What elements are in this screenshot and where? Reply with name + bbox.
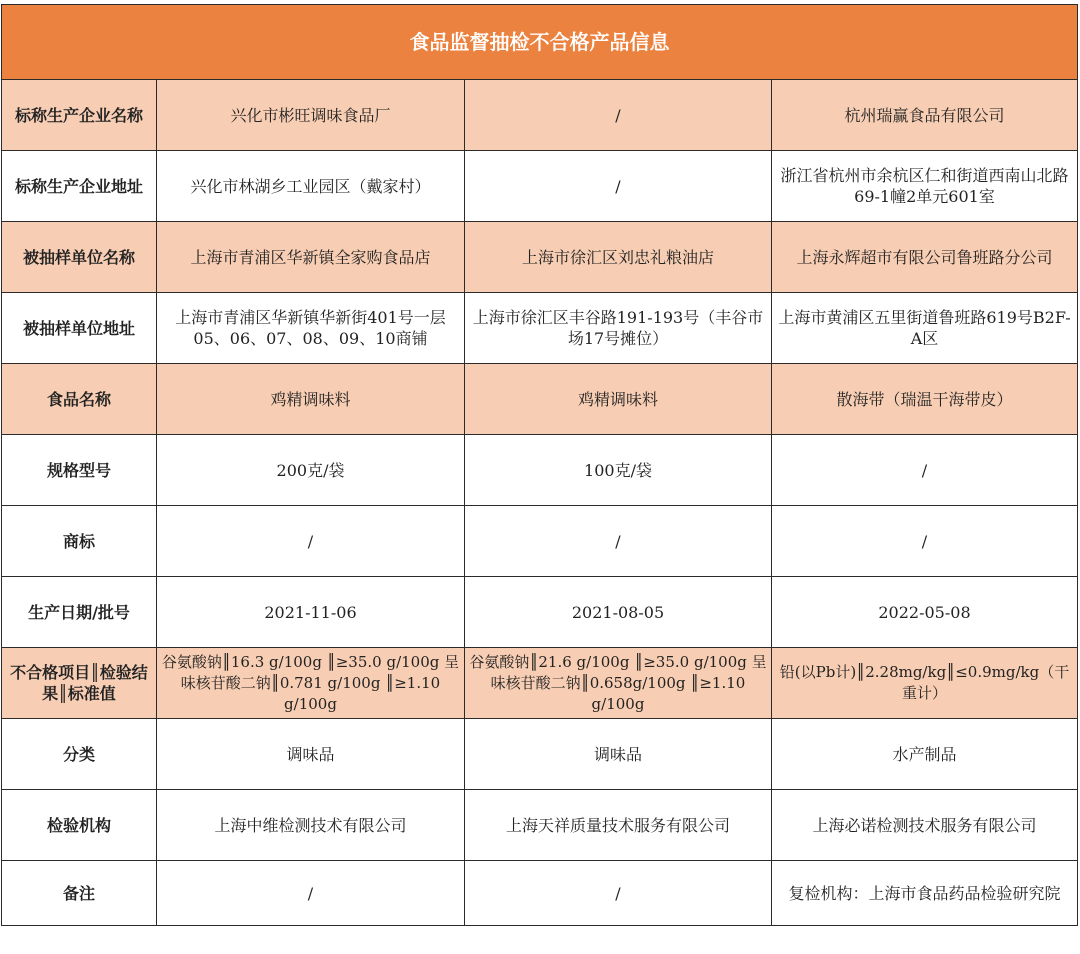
table-cell: / <box>157 861 465 926</box>
table-cell: 铅(以Pb计)║2.28mg/kg║≤0.9mg/kg（干重计） <box>772 648 1078 719</box>
row-label: 不合格项目║检验结果║标准值 <box>2 648 157 719</box>
table-cell: 2021-08-05 <box>465 577 772 648</box>
table-cell: 复检机构：上海市食品药品检验研究院 <box>772 861 1078 926</box>
table-cell: 杭州瑞赢食品有限公司 <box>772 80 1078 151</box>
table-cell: / <box>772 506 1078 577</box>
title-row <box>2 5 1078 80</box>
table-cell: 浙江省杭州市余杭区仁和街道西南山北路69-1幢2单元601室 <box>772 151 1078 222</box>
table-cell: 谷氨酸钠║21.6 g/100g ║≥35.0 g/100g 呈味核苷酸二钠║0.658g/100g ║≥1.10 g/100g <box>465 648 772 719</box>
inspection-agency-row <box>2 790 1078 861</box>
table-cell: 上海市黄浦区五里街道鲁班路619号B2F-A区 <box>772 293 1078 364</box>
table-cell: 2022-05-08 <box>772 577 1078 648</box>
table-cell: / <box>157 506 465 577</box>
row-label: 商标 <box>2 506 157 577</box>
row-label: 食品名称 <box>2 364 157 435</box>
manufacturer-address-row <box>2 151 1078 222</box>
table-title: 食品监督抽检不合格产品信息 <box>2 5 1078 80</box>
manufacturer-name-row <box>2 80 1078 151</box>
row-label: 检验机构 <box>2 790 157 861</box>
row-label: 标称生产企业名称 <box>2 80 157 151</box>
table-cell: 鸡精调味料 <box>465 364 772 435</box>
production-date-row <box>2 577 1078 648</box>
table-cell: / <box>465 506 772 577</box>
table-cell: 上海永辉超市有限公司鲁班路分公司 <box>772 222 1078 293</box>
table-cell: 兴化市彬旺调味食品厂 <box>157 80 465 151</box>
table-cell: / <box>465 80 772 151</box>
sampled-unit-address-row <box>2 293 1078 364</box>
table-cell: 上海必诺检测技术服务有限公司 <box>772 790 1078 861</box>
table-cell: 2021-11-06 <box>157 577 465 648</box>
food-name-row <box>2 364 1078 435</box>
table-cell: 调味品 <box>157 719 465 790</box>
table-cell: 上海市徐汇区刘忠礼粮油店 <box>465 222 772 293</box>
table-cell: 200克/袋 <box>157 435 465 506</box>
table-cell: 谷氨酸钠║16.3 g/100g ║≥35.0 g/100g 呈味核苷酸二钠║0.781 g/100g ║≥1.10 g/100g <box>157 648 465 719</box>
table-cell: 鸡精调味料 <box>157 364 465 435</box>
category-row <box>2 719 1078 790</box>
row-label: 备注 <box>2 861 157 926</box>
remarks-row <box>2 861 1078 926</box>
table-cell: 兴化市林湖乡工业园区（戴家村） <box>157 151 465 222</box>
table-cell: 上海天祥质量技术服务有限公司 <box>465 790 772 861</box>
table-cell: / <box>465 151 772 222</box>
table-cell: / <box>465 861 772 926</box>
table-cell: / <box>772 435 1078 506</box>
table-cell: 水产制品 <box>772 719 1078 790</box>
specification-row <box>2 435 1078 506</box>
row-label: 规格型号 <box>2 435 157 506</box>
row-label: 分类 <box>2 719 157 790</box>
table-cell: 上海市青浦区华新镇华新街401号一层05、06、07、08、09、10商铺 <box>157 293 465 364</box>
sampled-unit-name-row <box>2 222 1078 293</box>
unqualified-item-row <box>2 648 1078 719</box>
table-cell: 散海带（瑞温干海带皮） <box>772 364 1078 435</box>
row-label: 标称生产企业地址 <box>2 151 157 222</box>
row-label: 被抽样单位地址 <box>2 293 157 364</box>
trademark-row <box>2 506 1078 577</box>
unqualified-products-table <box>1 4 1078 926</box>
table-cell: 上海中维检测技术有限公司 <box>157 790 465 861</box>
table-cell: 上海市青浦区华新镇全家购食品店 <box>157 222 465 293</box>
row-label: 生产日期/批号 <box>2 577 157 648</box>
table-cell: 调味品 <box>465 719 772 790</box>
table-cell: 上海市徐汇区丰谷路191-193号（丰谷市场17号摊位） <box>465 293 772 364</box>
row-label: 被抽样单位名称 <box>2 222 157 293</box>
table-cell: 100克/袋 <box>465 435 772 506</box>
